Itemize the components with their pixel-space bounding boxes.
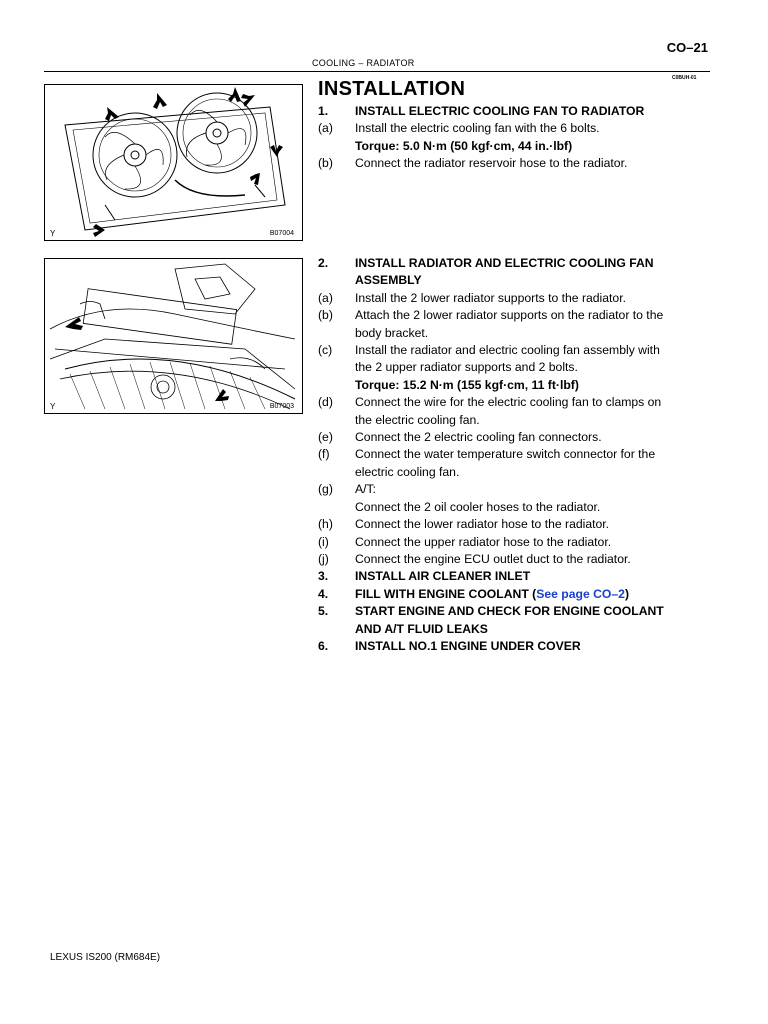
substep-2f: (f) Connect the water temperature switch connector for the (318, 447, 656, 462)
step-6: 6. INSTALL NO.1 ENGINE UNDER COVER (318, 638, 581, 653)
substep-2a: (a) Install the 2 lower radiator supports to the radiator. (318, 290, 626, 305)
figure-cooling-fan (44, 84, 303, 241)
step-1: 1. INSTALL ELECTRIC COOLING FAN TO RADIATOR (318, 104, 645, 118)
figure-radiator-assembly (44, 258, 303, 414)
footer-model: LEXUS IS200 (RM684E) (50, 952, 161, 963)
figure-id: B07004 (269, 230, 294, 237)
substep-2e: (e) Connect the 2 electric cooling fan connectors. (318, 430, 602, 445)
substep-2h: (h) Connect the lower radiator hose to the radiator. (318, 517, 610, 532)
substep-2d: (d) Connect the wire for the electric cooling fan to clamps on (318, 395, 662, 410)
step-list-fan (318, 103, 714, 173)
substep-2i: (i) Connect the upper radiator hose to the radiator. (318, 534, 612, 549)
step-2: 2. INSTALL RADIATOR AND ELECTRIC COOLING FAN (318, 256, 654, 270)
step-3: 3. INSTALL AIR CLEANER INLET (318, 569, 531, 584)
figure-view-label: Y (50, 229, 56, 238)
cooling-fan-illustration (45, 85, 302, 240)
substep-2j: (j) Connect the engine ECU outlet duct to the radiator. (318, 551, 631, 566)
radiator-assembly-illustration (45, 259, 302, 413)
torque-spec: Torque: 5.0 N·m (50 kgf·cm, 44 in.·lbf) (355, 138, 573, 153)
figure-view-label: Y (50, 402, 56, 411)
torque-spec: Torque: 15.2 N·m (155 kgf·cm, 11 ft·lbf) (355, 377, 579, 392)
document-code: C0BUH-01 (672, 75, 697, 81)
header-rule (44, 71, 710, 72)
section-title: COOLING – RADIATOR (312, 58, 415, 68)
substep-2c: (c) Install the radiator and electric cooling fan assembly with (318, 343, 660, 358)
figure-id: B07003 (269, 403, 294, 410)
substep-2b: (b) Attach the 2 lower radiator supports on the radiator to the (318, 308, 664, 323)
page-heading: INSTALLATION (318, 78, 466, 100)
step-list-radiator: 2. INSTALL RADIATOR AND ELECTRIC COOLING FAN ASSEMBLY (a) Install the 2 lower radiator supports to the radiator. (b) Attach the 2 lower radiator supports on the radiator to the body bracket. (c) Install the radiator and electric cooling fan assembly with the 2 upper radiator supports and 2 bolts. Torque: 15.2 N·m (155 kgf·cm, 11 ft·lbf) (d) Connect the wire for the electric cooling fan to clamps on the electric cooling fan. (e) Connect the 2 electric cooling fan connectors. (f) Connect the water temperature switch connector for the electric cooling fan. (g) A/T: Connect the 2 oil cooler hoses to the radiator. (h) Connect the lower radiator hose to the radiator. (i) Connect the upper radiator hose to the radiator. (j) Connect the engine ECU outlet duct to the radiator. 3. INSTALL AIR CLEANER INLET 4. FILL WITH ENGINE COOLANT (See page CO–2) 5. START ENGINE AND CHECK FOR ENGINE COOLANT AND A/T FLUID LEAKS 6. INSTALL NO.1 ENGINE UNDER COVER (318, 255, 714, 655)
substep-2g: (g) A/T: (318, 482, 376, 497)
see-page-link[interactable]: See page CO–2 (536, 586, 625, 601)
step-5: 5. START ENGINE AND CHECK FOR ENGINE COOLANT (318, 604, 664, 619)
step-4: 4. FILL WITH ENGINE COOLANT (See page CO–2) (318, 586, 630, 601)
substep-1a: (a) Install the electric cooling fan with the 6 bolts. (318, 121, 600, 136)
page-number: CO–21 (666, 40, 708, 55)
substep-1b: (b) Connect the radiator reservoir hose to the radiator. (318, 156, 628, 171)
